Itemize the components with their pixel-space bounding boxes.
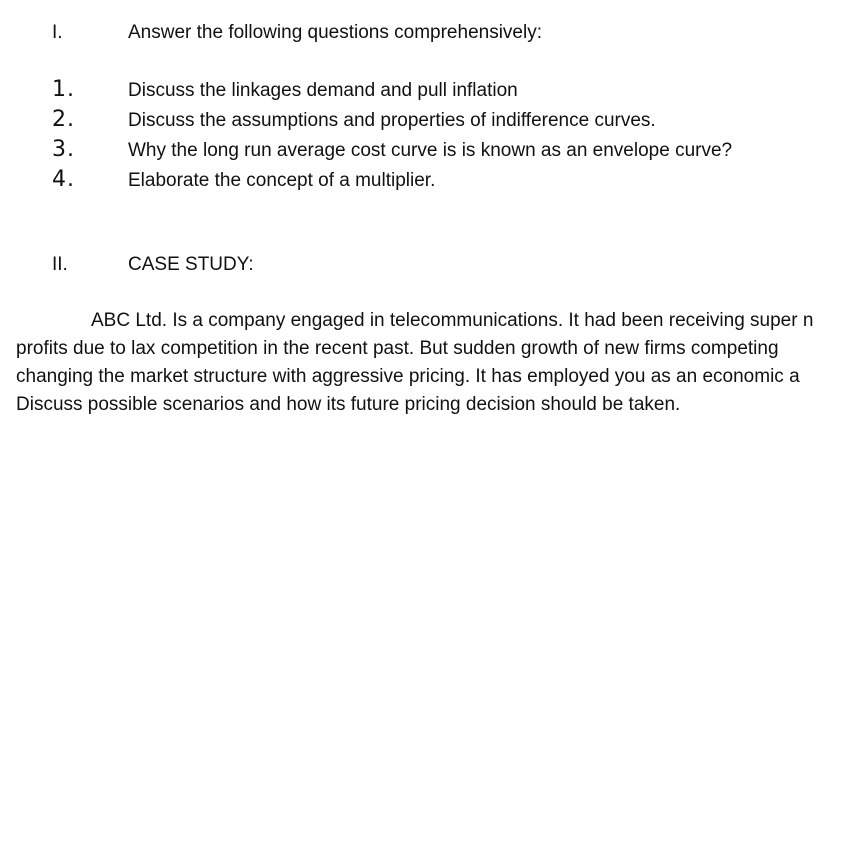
question-2-number: 2. (52, 107, 75, 132)
case-study-line-4: Discuss possible scenarios and how its future pricing decision should be taken. (16, 394, 681, 415)
section-2-numeral: II. (52, 254, 68, 275)
question-4-number: 4. (52, 167, 75, 192)
case-study-line-3: changing the market structure with aggressive pricing. It has employed you as an economic a (16, 366, 800, 387)
question-3-number: 3. (52, 137, 75, 162)
case-study-line-1: ABC Ltd. Is a company engaged in telecommunications. It had been receiving super n (91, 310, 814, 331)
question-2-text: Discuss the assumptions and properties of indifference curves. (128, 110, 656, 131)
section-1-heading: Answer the following questions comprehensively: (128, 22, 542, 43)
question-1-number: 1. (52, 77, 75, 102)
case-study-paragraph (16, 307, 864, 419)
question-1-text: Discuss the linkages demand and pull inflation (128, 80, 518, 101)
question-4-text: Elaborate the concept of a multiplier. (128, 170, 436, 191)
section-1-numeral: I. (52, 22, 63, 43)
question-3-text: Why the long run average cost curve is is known as an envelope curve? (128, 140, 733, 161)
section-2-heading: CASE STUDY: (128, 254, 254, 275)
case-study-line-2: profits due to lax competition in the recent past. But sudden growth of new firms competing (16, 338, 779, 359)
